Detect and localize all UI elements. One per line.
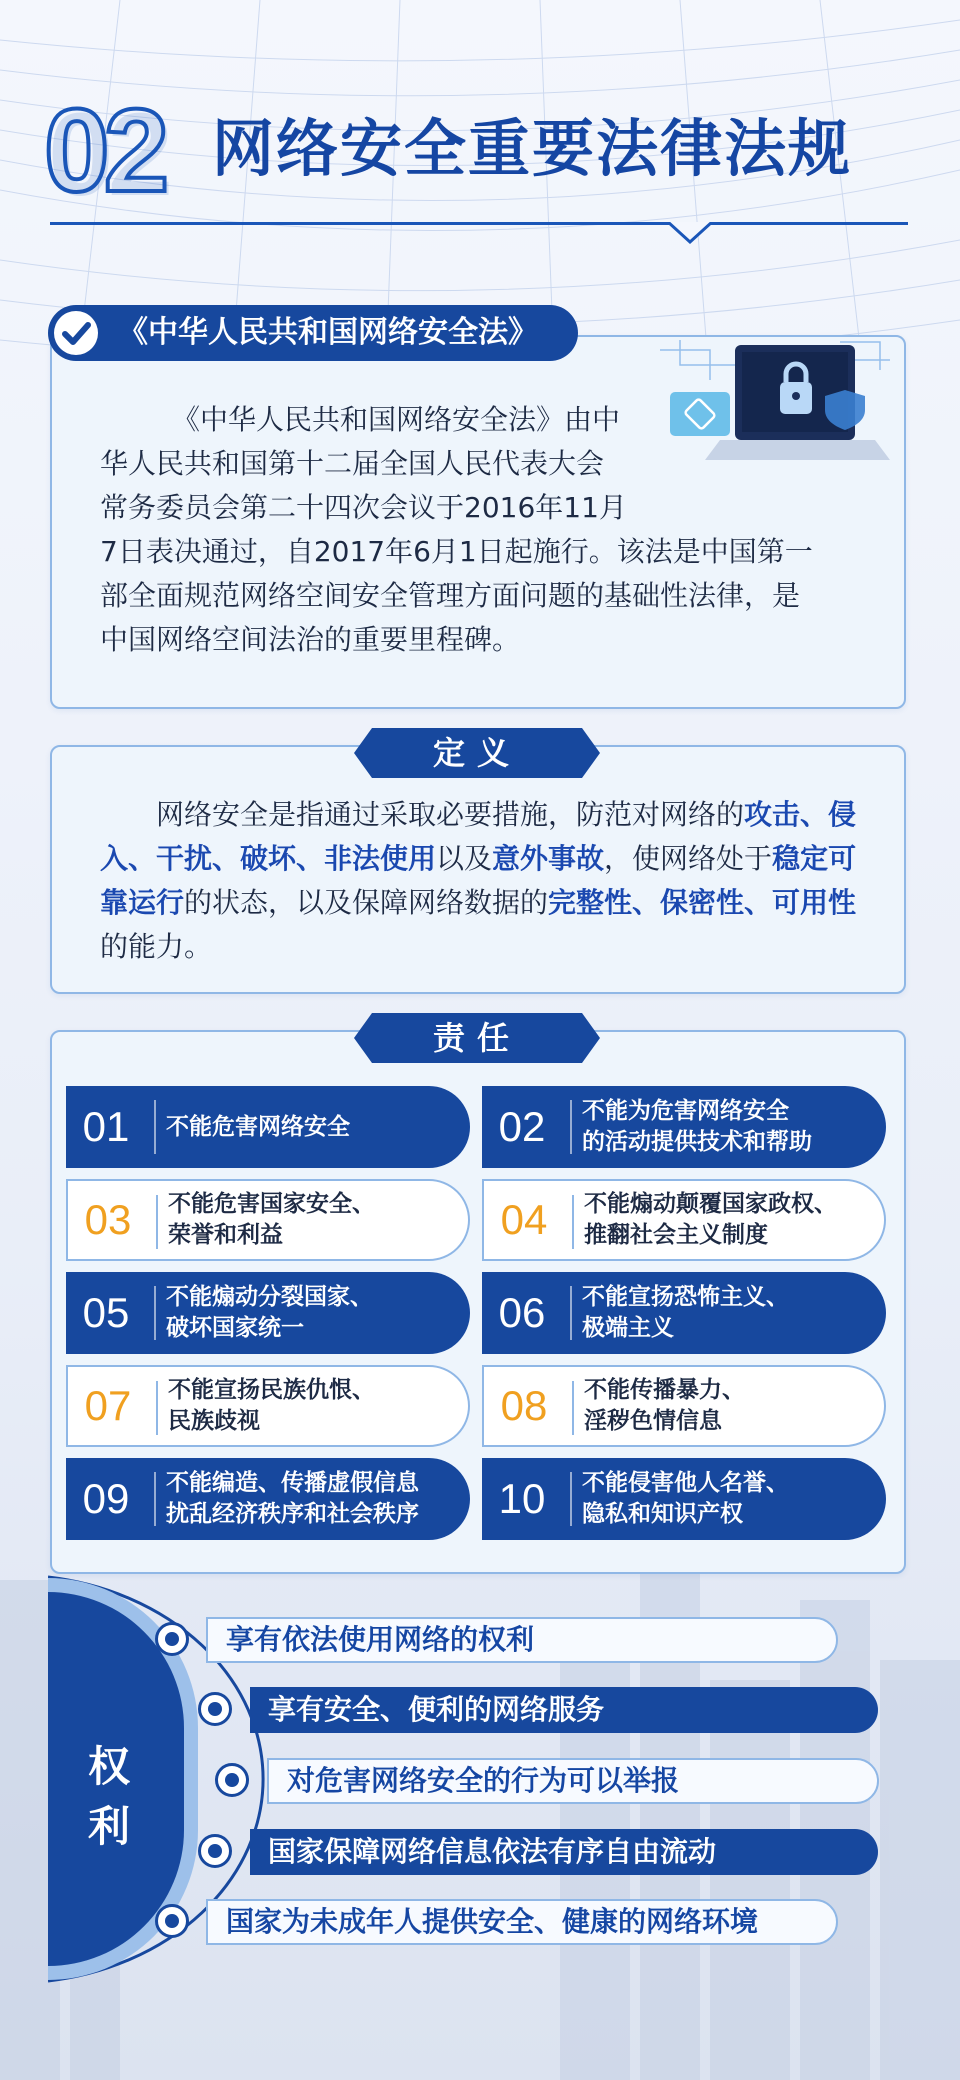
- responsibility-item: [482, 1086, 886, 1168]
- responsibility-separator: [570, 1472, 572, 1526]
- responsibility-separator: [154, 1472, 156, 1526]
- responsibility-item: [482, 1365, 886, 1447]
- section-number: 02: [44, 85, 164, 217]
- rights-item: 对危害网络安全的行为可以举报: [267, 1758, 879, 1804]
- responsibility-number: 08: [500, 1382, 548, 1429]
- rights-bullet-icon: [198, 1834, 232, 1868]
- law-line: 部全面规范网络空间安全管理方面问题的基础性法律，是: [100, 579, 801, 612]
- responsibility-text: 不能传播暴力、 淫秽色情信息: [584, 1377, 745, 1434]
- responsibility-text: 不能宣扬恐怖主义、 极端主义: [582, 1284, 789, 1341]
- definition-text: 的能力。: [100, 930, 213, 963]
- responsibility-item: [482, 1458, 886, 1540]
- responsibility-item: [482, 1179, 886, 1261]
- check-icon: [54, 311, 98, 355]
- law-title: 《中华人民共和国网络安全法》: [118, 315, 538, 350]
- definition-text: 的状态，以及保障网络数据的: [184, 886, 549, 919]
- responsibility-item: [66, 1365, 470, 1447]
- responsibility-separator: [156, 1381, 158, 1435]
- responsibility-text: 不能煽动分裂国家、 破坏国家统一: [166, 1284, 373, 1341]
- rights-item: 享有依法使用网络的权利: [206, 1617, 838, 1663]
- page-title: 网络安全重要法律法规: [212, 112, 853, 185]
- responsibility-number: 06: [498, 1289, 546, 1336]
- definition-highlight: 稳定可靠运行: [100, 842, 857, 919]
- responsibility-text: 不能危害国家安全、 荣誉和利益: [168, 1191, 375, 1248]
- law-line: 华人民共和国第十二届全国人民代表大会: [100, 447, 605, 480]
- responsibility-item: [66, 1272, 470, 1354]
- rights-item: 国家保障网络信息依法有序自由流动: [250, 1829, 878, 1875]
- responsibility-separator: [154, 1100, 156, 1154]
- rights-bullet-icon: [155, 1622, 189, 1656]
- responsibility-number: 05: [82, 1289, 130, 1336]
- definition-text: 以及: [436, 842, 493, 875]
- responsibility-text: 不能宣扬民族仇恨、 民族歧视: [168, 1377, 375, 1434]
- responsibility-tab: 责任: [372, 1013, 582, 1063]
- rights-item: 享有安全、便利的网络服务: [250, 1687, 878, 1733]
- title-divider: [50, 222, 908, 225]
- law-line: 7日表决通过，自2017年6月1日起施行。该法是中国第一: [100, 535, 813, 568]
- law-paragraph: [100, 398, 860, 662]
- responsibility-text: 不能编造、传播虚假信息 扰乱经济秩序和社会秩序: [166, 1470, 419, 1527]
- responsibility-item: [66, 1458, 470, 1540]
- rights-bullet-icon: [198, 1692, 232, 1726]
- law-line: 常务委员会第二十四次会议于2016年11月: [100, 491, 627, 524]
- rights-label: 权利: [87, 1742, 130, 1851]
- definition-highlight: 意外事故: [492, 842, 605, 875]
- responsibility-item: [482, 1272, 886, 1354]
- rights-bullet-icon: [215, 1763, 249, 1797]
- responsibility-number: 02: [498, 1103, 546, 1150]
- definition-text: 网络安全是指通过采取必要措施，防范对网络的: [156, 798, 745, 831]
- responsibility-separator: [572, 1381, 574, 1435]
- responsibility-text: 不能危害网络安全: [166, 1113, 350, 1140]
- responsibility-separator: [154, 1286, 156, 1340]
- law-line: 中国网络空间法治的重要里程碑。: [100, 623, 521, 656]
- responsibility-number: 04: [500, 1196, 548, 1243]
- responsibility-item: [66, 1179, 470, 1261]
- definition-paragraph: [100, 793, 860, 969]
- definition-highlight: 攻击、侵入、干扰、破坏、非法使用: [100, 798, 857, 875]
- responsibility-number: 10: [498, 1475, 546, 1522]
- responsibility-separator: [570, 1100, 572, 1154]
- law-line: 《中华人民共和国网络安全法》由中: [172, 403, 621, 436]
- responsibility-text: 不能煽动颠覆国家政权、 推翻社会主义制度: [584, 1191, 837, 1248]
- law-title-pill: [48, 305, 578, 361]
- rights-bullet-icon: [155, 1904, 189, 1938]
- responsibility-separator: [572, 1195, 574, 1249]
- responsibility-text: 不能为危害网络安全 的活动提供技术和帮助: [582, 1098, 812, 1155]
- divider-notch: [668, 222, 712, 244]
- responsibility-number: 09: [82, 1475, 130, 1522]
- responsibility-number: 07: [84, 1382, 132, 1429]
- responsibility-number: 01: [82, 1103, 130, 1150]
- responsibility-item: [66, 1086, 470, 1168]
- definition-highlight: 完整性、保密性、可用性: [548, 886, 857, 919]
- rights-item: 国家为未成年人提供安全、健康的网络环境: [206, 1899, 838, 1945]
- responsibility-number: 03: [84, 1196, 132, 1243]
- responsibility-separator: [156, 1195, 158, 1249]
- definition-tab: 定义: [372, 728, 582, 778]
- responsibility-text: 不能侵害他人名誉、 隐私和知识产权: [582, 1470, 789, 1527]
- definition-text: ，使网络处于: [604, 842, 773, 875]
- responsibility-separator: [570, 1286, 572, 1340]
